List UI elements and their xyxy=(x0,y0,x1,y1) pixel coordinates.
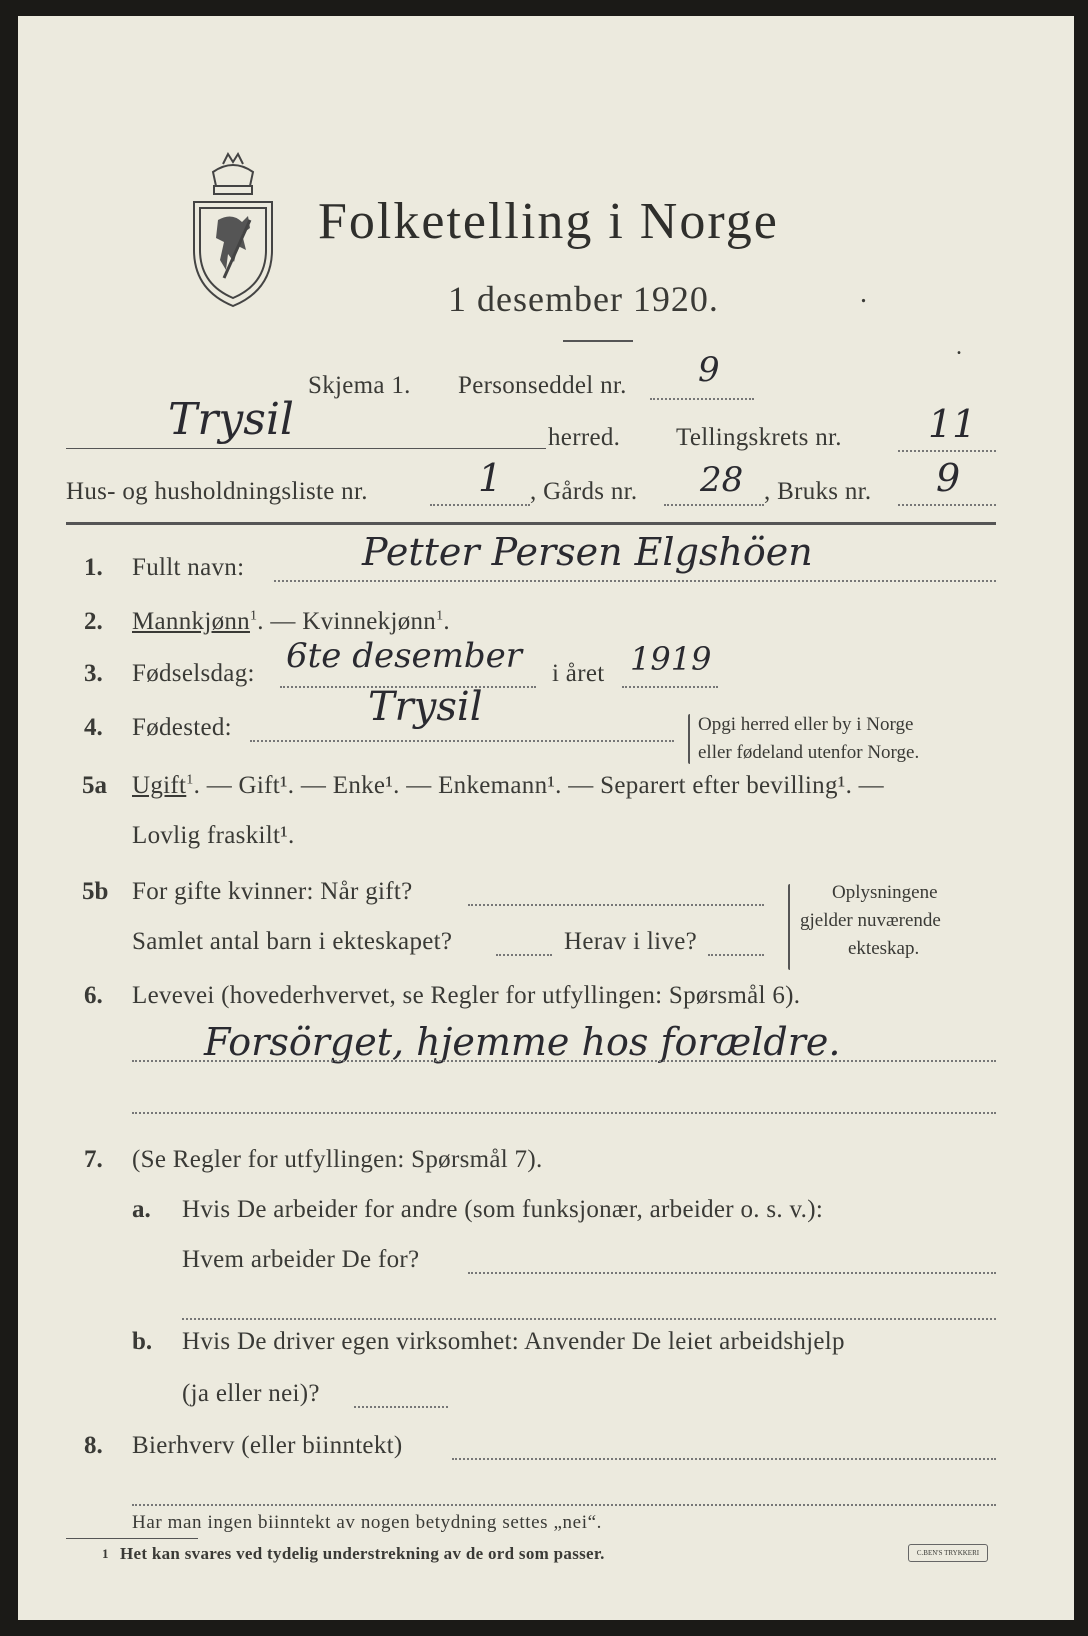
q5b-note-brace xyxy=(788,884,790,970)
title-divider xyxy=(563,340,633,342)
q4-note-brace xyxy=(688,714,690,764)
q5b-children-line xyxy=(496,954,552,956)
coat-of-arms-emblem xyxy=(188,150,278,310)
q2-end: . xyxy=(443,608,450,635)
gards-label: , Gårds nr. xyxy=(530,478,638,505)
q5a-number: 5a xyxy=(82,772,107,799)
q5b-herav: Herav i live? xyxy=(564,928,698,955)
q2-separator: . — xyxy=(257,608,303,635)
gards-value[interactable]: 28 xyxy=(700,460,744,500)
q7b-line2: (ja eller nei)? xyxy=(182,1380,320,1407)
q8-line xyxy=(452,1458,996,1460)
census-form xyxy=(18,16,1074,1620)
q2-footnote-ref-2: 1 xyxy=(436,608,444,624)
q4-note-line1: Opgi herred eller by i Norge xyxy=(698,714,914,735)
q5b-when-married-line xyxy=(468,904,764,906)
q3-label: Fødselsdag: xyxy=(132,660,255,687)
q5b-line2: Samlet antal barn i ekteskapet? xyxy=(132,928,453,955)
q2-number: 2. xyxy=(84,608,103,635)
printer-stamp xyxy=(908,1544,988,1562)
herred-label: herred. xyxy=(548,424,621,451)
q7a-line1: Hvis De arbeider for andre (som funksjonær, arbeider o. s. v.): xyxy=(182,1196,824,1223)
q5b-line1: For gifte kvinner: Når gift? xyxy=(132,878,413,905)
q3-birth-year[interactable]: 1919 xyxy=(630,640,712,678)
q2-option-female[interactable]: Kvinnekjønn xyxy=(302,608,437,635)
q6-line1 xyxy=(132,1060,996,1062)
q5a-footnote-ref: 1 xyxy=(186,772,194,788)
q1-full-name[interactable]: Petter Persen Elgshöen xyxy=(362,530,813,574)
q8-extra-line xyxy=(132,1504,996,1506)
q5a-line2: Lovlig fraskilt¹. xyxy=(132,822,295,849)
bruks-value[interactable]: 9 xyxy=(936,456,961,500)
q7a-employer-line xyxy=(468,1272,996,1274)
q5b-number: 5b xyxy=(82,878,109,905)
form-title: Folketelling i Norge xyxy=(318,193,779,250)
bruks-line xyxy=(898,504,996,506)
q5b-note-line3: ekteskap. xyxy=(848,938,920,959)
q4-note-line2: eller fødeland utenfor Norge. xyxy=(698,742,920,763)
footnote-text: Het kan svares ved tydelig understrekning av de ord som passer. xyxy=(120,1544,605,1563)
tellingskrets-label: Tellingskrets nr. xyxy=(676,424,842,451)
q8-label: Bierhverv (eller biinntekt) xyxy=(132,1432,403,1459)
q3-year-label: i året xyxy=(552,660,605,687)
decorative-dot: . xyxy=(860,278,867,309)
q8-note: Har man ingen biinntekt av nogen betydning settes „nei“. xyxy=(132,1512,602,1533)
q7a-extra-line xyxy=(182,1318,996,1320)
q7-number: 7. xyxy=(84,1146,103,1173)
hus-line xyxy=(430,504,530,506)
q7-label: (Se Regler for utfyllingen: Spørsmål 7). xyxy=(132,1146,543,1173)
q5a-option-ugift[interactable]: Ugift xyxy=(132,772,187,799)
q3-number: 3. xyxy=(84,660,103,687)
q1-number: 1. xyxy=(84,554,103,581)
bruks-label: , Bruks nr. xyxy=(764,478,872,505)
q7a-line2: Hvem arbeider De for? xyxy=(182,1246,420,1273)
personseddel-label: Personseddel nr. xyxy=(458,372,627,399)
personseddel-value[interactable]: 9 xyxy=(698,350,720,390)
q5b-alive-line xyxy=(708,954,764,956)
skjema-label: Skjema 1. xyxy=(308,372,411,399)
decorative-dot: . xyxy=(956,334,962,360)
q3-year-line xyxy=(622,686,718,688)
header-divider xyxy=(66,522,996,525)
q5a-options xyxy=(132,772,884,800)
footnote-divider xyxy=(66,1538,198,1539)
q2-footnote-ref: 1 xyxy=(249,608,258,624)
q2-gender-options xyxy=(132,608,450,636)
q2-option-male[interactable]: Mannkjønn xyxy=(132,608,250,635)
q8-number: 8. xyxy=(84,1432,103,1459)
tellingskrets-line xyxy=(898,450,996,452)
q4-number: 4. xyxy=(84,714,103,741)
footnote-mark: 1 xyxy=(102,1546,109,1561)
q6-line2 xyxy=(132,1112,996,1114)
q6-label: Levevei (hovederhvervet, se Regler for utfyllingen: Spørsmål 6). xyxy=(132,982,801,1009)
q5b-note-line2: gjelder nuværende xyxy=(800,910,941,931)
gards-line xyxy=(664,504,764,506)
tellingskrets-value[interactable]: 11 xyxy=(928,402,977,446)
q4-birthplace[interactable]: Trysil xyxy=(368,684,483,730)
herred-line xyxy=(66,448,546,449)
hus-value[interactable]: 1 xyxy=(478,456,503,500)
q7b-answer-line xyxy=(354,1406,448,1408)
q5a-options-rest: . — Gift¹. — Enke¹. — Enkemann¹. — Separert efter bevilling¹. — xyxy=(193,772,884,799)
q1-line xyxy=(274,580,996,582)
personseddel-line xyxy=(650,398,754,400)
q4-line xyxy=(250,740,674,742)
q4-label: Fødested: xyxy=(132,714,232,741)
q7b-letter: b. xyxy=(132,1328,153,1355)
census-date: 1 desember 1920. xyxy=(448,279,719,319)
q6-number: 6. xyxy=(84,982,103,1009)
q3-birth-date[interactable]: 6te desember xyxy=(286,636,523,676)
q7a-letter: a. xyxy=(132,1196,151,1223)
printer-stamp-text: C.BEN'S TRYKKERI xyxy=(916,1549,980,1557)
q6-occupation[interactable]: Forsörget, hjemme hos forældre. xyxy=(204,1020,841,1064)
herred-value[interactable]: Trysil xyxy=(168,394,294,445)
q1-label: Fullt navn: xyxy=(132,554,245,581)
hus-label: Hus- og husholdningsliste nr. xyxy=(66,478,368,505)
q7b-line1: Hvis De driver egen virksomhet: Anvender De leiet arbeidshjelp xyxy=(182,1328,845,1355)
q5b-note-line1: Oplysningene xyxy=(832,882,938,903)
